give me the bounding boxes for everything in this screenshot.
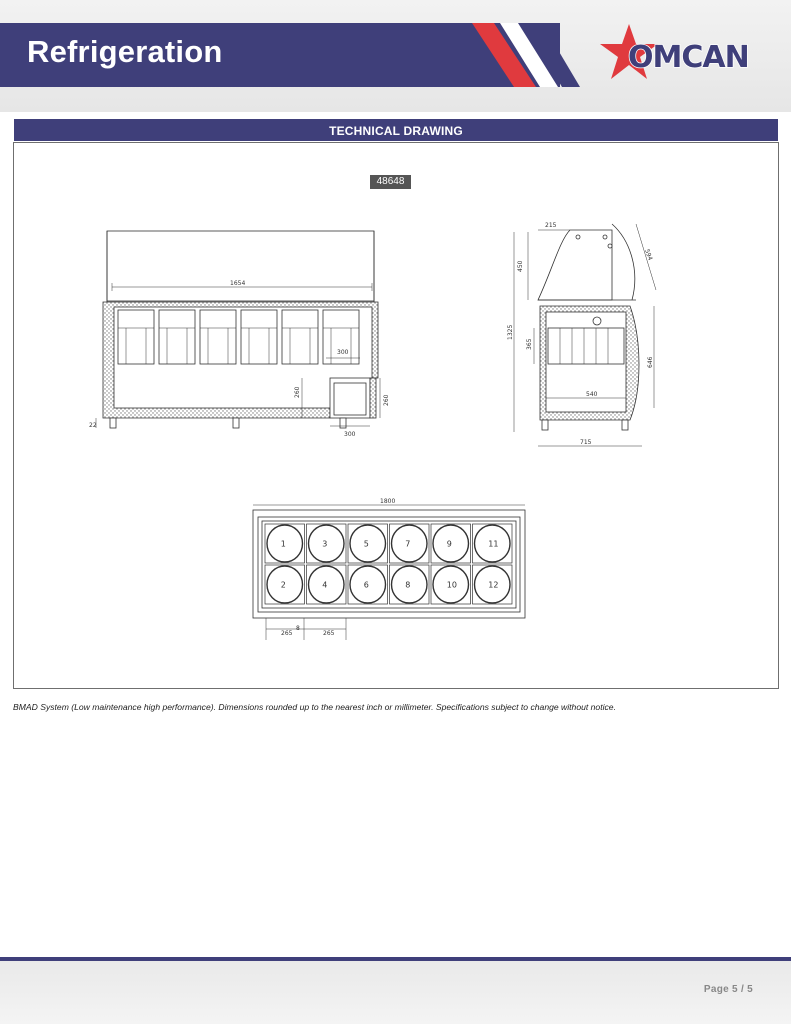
pan-number-7: 7 bbox=[405, 539, 411, 549]
page-footer bbox=[0, 957, 791, 1024]
pan-number-2: 2 bbox=[280, 580, 286, 590]
dim-pan-depth: 365 bbox=[526, 338, 533, 350]
pan-cell-12 bbox=[473, 565, 513, 604]
pan-cell-8 bbox=[390, 565, 430, 604]
dim-body-height: 646 bbox=[647, 356, 654, 368]
pan-number-10: 10 bbox=[446, 580, 457, 590]
pan-number-6: 6 bbox=[363, 580, 369, 590]
dim-door-height: 260 bbox=[383, 394, 390, 406]
pan-number-5: 5 bbox=[363, 539, 369, 549]
model-number-tag: 48648 bbox=[370, 175, 411, 189]
dim-lid-height: 450 bbox=[517, 260, 524, 272]
pan-number-3: 3 bbox=[322, 539, 328, 549]
pan-number-9: 9 bbox=[446, 539, 452, 549]
dim-inner-depth: 540 bbox=[586, 391, 598, 398]
dim-pan-pitch-left: 265 bbox=[281, 630, 293, 637]
pan-cell-1 bbox=[265, 524, 305, 563]
dim-divider: 8 bbox=[296, 625, 300, 632]
pan-cell-10 bbox=[431, 565, 471, 604]
page-number: Page 5 / 5 bbox=[703, 984, 753, 995]
footnote: BMAD System (Low maintenance high performance). Dimensions rounded up to the nearest inch or millimeter. Specifications subject to change without notice. bbox=[13, 702, 616, 712]
pan-cell-6 bbox=[348, 565, 388, 604]
page-title: Refrigeration bbox=[27, 34, 223, 69]
pan-number-1: 1 bbox=[280, 539, 286, 549]
dim-cabinet-height: 260 bbox=[294, 386, 301, 398]
pan-cell-5 bbox=[348, 524, 388, 563]
dim-lid-length: 594 bbox=[643, 248, 654, 262]
pan-cell-4 bbox=[307, 565, 347, 604]
dim-total-depth: 715 bbox=[580, 439, 592, 446]
pan-cell-7 bbox=[390, 524, 430, 563]
pan-number-4: 4 bbox=[322, 580, 328, 590]
pan-cell-11 bbox=[473, 524, 513, 563]
front-view bbox=[96, 231, 380, 428]
section-title: TECHNICAL DRAWING bbox=[14, 119, 778, 141]
dim-top-depth: 215 bbox=[545, 222, 557, 229]
side-view bbox=[514, 224, 656, 446]
dim-foot-height: 22 bbox=[89, 422, 97, 429]
pan-cell-2 bbox=[265, 565, 305, 604]
pan-cell-9 bbox=[431, 524, 471, 563]
dim-total-width: 1800 bbox=[380, 498, 396, 505]
dim-pan-width: 300 bbox=[337, 349, 349, 356]
dim-pan-pitch-right: 265 bbox=[323, 630, 335, 637]
dim-door-width: 300 bbox=[344, 431, 356, 438]
dim-top-width: 1654 bbox=[230, 280, 246, 287]
pan-number-11: 11 bbox=[488, 539, 499, 549]
logo-text: OMCAN bbox=[628, 40, 749, 75]
pan-number-8: 8 bbox=[405, 580, 411, 590]
pan-cell-3 bbox=[307, 524, 347, 563]
pan-number-12: 12 bbox=[488, 580, 499, 590]
dim-total-height: 1325 bbox=[507, 324, 514, 340]
